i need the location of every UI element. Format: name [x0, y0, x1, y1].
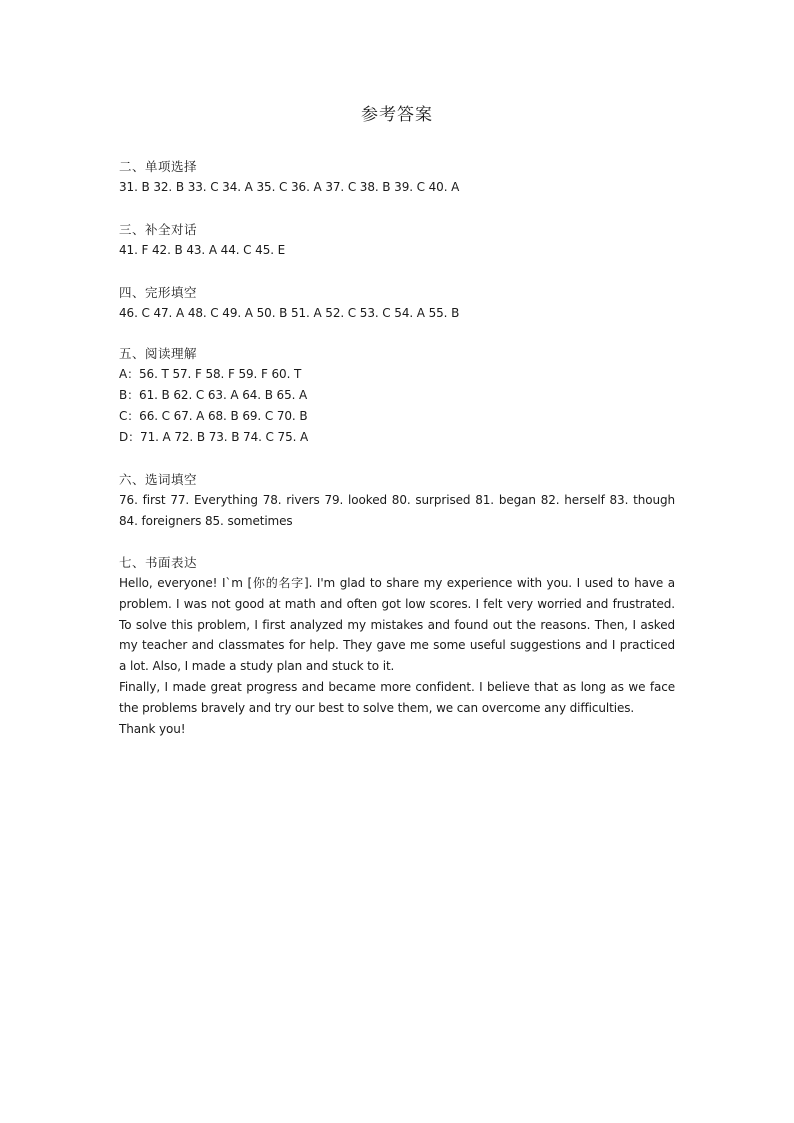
answer-line: D：71. A 72. B 73. B 74. C 75. A — [119, 430, 309, 444]
answer-line: A：56. T 57. F 58. F 59. F 60. T — [119, 367, 302, 381]
answer-line: 31. B 32. B 33. C 34. A 35. C 36. A 37. C 38. B 39. C 40. A — [119, 180, 460, 194]
answer-line: 46. C 47. A 48. C 49. A 50. B 51. A 52. C 53. C 54. A 55. B — [119, 306, 460, 320]
answer-line: 41. F 42. B 43. A 44. C 45. E — [119, 243, 286, 257]
section-writing — [119, 552, 675, 739]
essay-paragraph: Finally, I made great progress and became more confident. I believe that as long as we face the problems bravely and try our best to solve them, we can overcome any difficulties. — [119, 679, 675, 715]
section-single-choice — [119, 156, 675, 198]
section-heading: 六、选词填空 — [119, 472, 198, 487]
page-title: 参考答案 — [361, 105, 433, 125]
answer-paragraph: 76. first 77. Everything 78. rivers 79. looked 80. surprised 81. began 82. herself 83. though 84. foreigners 85. sometimes — [119, 493, 675, 528]
section-heading: 五、阅读理解 — [119, 346, 198, 361]
section-cloze — [119, 282, 675, 324]
section-word-fill — [119, 469, 675, 532]
section-heading: 七、书面表达 — [119, 555, 198, 570]
answer-line: C：66. C 67. A 68. B 69. C 70. B — [119, 409, 308, 423]
essay-paragraph: Hello, everyone! I`m [你的名字]. I'm glad to share my experience with you. I used to have a problem. I was not good at math and often got low scores. I felt very worried and frustrated. To solve this problem, I first analyzed my mistakes and found out the reasons. Then, I asked my teacher and classmates for help. They gave me some useful suggestions and I practiced a lot. Also, I made a study plan and stuck to it. — [119, 576, 675, 674]
section-heading: 四、完形填空 — [119, 285, 198, 300]
section-heading: 三、补全对话 — [119, 222, 198, 237]
section-dialogue — [119, 219, 675, 261]
answer-line: B：61. B 62. C 63. A 64. B 65. A — [119, 388, 308, 402]
section-heading: 二、单项选择 — [119, 159, 198, 174]
section-reading — [119, 343, 675, 448]
essay-paragraph: Thank you! — [119, 721, 186, 736]
